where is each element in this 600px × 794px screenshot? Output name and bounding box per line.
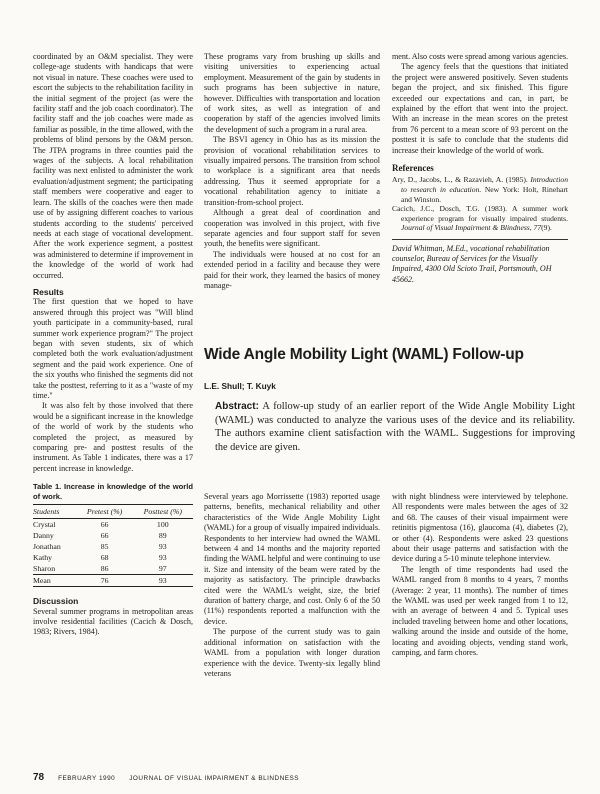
table-cell: 66 — [100, 520, 109, 530]
table-header: Students — [33, 505, 77, 519]
col2-paragraph: The individuals were housed at no cost for an extended period in a facility and because they were paid for their work, they learned the basics of money manage- — [204, 249, 380, 290]
knowledge-table — [33, 504, 193, 587]
table-cell: Sharon — [33, 564, 56, 574]
table-header: Posttest (%) — [133, 505, 193, 519]
references-heading: References — [392, 163, 434, 174]
col3-paragraph: The agency feels that the questions that initiated the project were answered positively. Seven students began the project, and six finished. This figure exceeded our expectations and can, in part, be explained by the effort that went into the project. With an increase in the mean scores on the pretest from 76 percent to a mean score of 93 percent on the posttest it is safe to conclude that the students did increase their knowledge of the world of work. — [392, 62, 568, 155]
reference-entry — [392, 204, 568, 233]
page-number: 78 — [33, 772, 45, 783]
table-cell: Danny — [33, 531, 54, 541]
article-authors: L.E. Shull; T. Kuyk — [204, 381, 276, 391]
table-cell: 93 — [158, 553, 167, 563]
table-row — [33, 530, 193, 541]
table-cell: Crystal — [33, 520, 56, 530]
reference-text: (9). — [541, 223, 552, 233]
table-cell: 85 — [100, 542, 109, 552]
article-title: Wide Angle Mobility Light (WAML) Follow-up — [204, 346, 524, 363]
col1-paragraph: coordinated by an O&M specialist. They were college-age students with handicaps that were not visual in nature. These coaches were used to escort the subjects to the rehabilitation facility in the initial segment of the project (as were the facility staff and the job coach coordinator). The facility staff and the job coaches were made as familiar as possible, in the time allowed, with the problems of blind persons by the O&M person. The JTPA programs in three counties paid the wages of the subjects. A local rehabilitation facility was next enlisted to administer the work evaluation/adjustment segment; the participating staff members were cooperative and eager to learn. The skills of the coaches were then made use of by assigning different coaches to various students according to the students' perceived needs at each stage of vocational development. After the work experience segment, a posttest was administered to determine if improvement in the knowledge of the world of work had occurred. — [33, 52, 193, 280]
table-cell: Kathy — [33, 553, 53, 563]
abstract-label: Abstract: — [215, 401, 259, 412]
column-5 — [392, 492, 568, 659]
table-cell: Jonathan — [33, 542, 61, 552]
discussion-heading: Discussion — [33, 596, 79, 607]
journal-name: JOURNAL OF VISUAL IMPAIRMENT & BLINDNESS — [129, 775, 300, 782]
table-header: Pretest (%) — [77, 505, 133, 519]
page-footer — [33, 772, 573, 783]
table-row — [33, 541, 193, 552]
table-caption: Table 1. Increase in knowledge of the world of work. — [33, 482, 193, 501]
table-cell: 76 — [77, 575, 133, 587]
table-row — [33, 552, 193, 563]
table-mean-row — [33, 575, 193, 587]
col4-paragraph: Several years ago Morrissette (1983) reported usage patterns, benefits, mechanical reliability and other characteristics of the Wide Angle Mobility Light (WAML) for a group of visually impaired individuals. Respondents to her interview had owned the WAML between 4 and 14 months and the majority reported finding the WAML helpful and were continuing to use it. Size and intensity of the beam were rated by the majority as satisfactory. The principle drawbacks cited were the WAML's weight, size, the brief duration of battery charge, and cost. Only 6 of the 50 (11%) respondents reported a malfunction with the device. — [204, 492, 380, 626]
table-cell: 97 — [158, 564, 167, 574]
article-abstract — [215, 400, 575, 454]
reference-entry — [392, 175, 568, 204]
column-1 — [33, 52, 193, 638]
reference-title: Journal of Visual Impairment & Blindness, 77 — [401, 223, 542, 233]
col2-paragraph: These programs vary from brushing up skills and visiting universities to experiencing actual employment. Measurement of the gain by students in such programs has been subjective in nature, however. Difficulties with transportation and location of work sites, as well as integration of and cooperation by staff of the agencies involved limits the development of such a program in a rural area. — [204, 52, 380, 134]
column-2 — [204, 52, 380, 291]
table-cell: 86 — [100, 564, 109, 574]
table-cell: 68 — [100, 553, 109, 563]
table-cell: 100 — [156, 520, 169, 530]
table-cell: 89 — [158, 531, 167, 541]
results-paragraph: It was also felt by those involved that there would be a significant increase in the knowledge of the world of work by the students who completed the project, as measured by comparing pre- and posttest results of the instrument. As Table 1 indicates, there was a 17 percent increase in knowledge. — [33, 401, 193, 473]
issue-date: FEBRUARY 1990 — [58, 775, 116, 782]
column-3 — [392, 52, 568, 285]
abstract-text: A follow-up study of an earlier report of the Wide Angle Mobility Light (WAML) was conducted to analyze the various uses of the device and its reliability. The authors examine client satisfaction with the WAML. Suggestions for improving the device are given. — [215, 401, 575, 453]
col5-paragraph: The length of time respondents had used the WAML ranged from 8 months to 4 years, 7 months (Average: 2 year, 11 months). The number of times the WAML was used per week ranged from 1 to 12, with an average of between 4 and 5. Typical uses included traveling between home and other locations, walking around the inside and outside of the home, locating and avoiding objects, vending stand work, camping, and farm chores. — [392, 564, 568, 658]
reference-text: Cacich, J.C., Dosch, T.G. (1983). A summer work experience program for visually impaired students. — [392, 204, 568, 223]
table-cell: 93 — [133, 575, 193, 587]
col2-paragraph: Although a great deal of coordination and cooperation was involved in this project, with five separate agencies and four support staff for seven youth, the benefits were significant. — [204, 208, 380, 249]
reference-text: New York: Holt, Rinehart and Winston. — [401, 185, 568, 204]
author-signature: David Whitman, M.Ed., vocational rehabilitation counselor, Bureau of Services for the Visually Impaired, 4300 Old Scioto Trail, Portsmouth, OH 45662. — [392, 239, 568, 285]
col2-paragraph: The BSVI agency in Ohio has as its mission the provision of vocational rehabilitation services to visually impaired persons. The transition from school to workplace is a significant area that needs addressing. Thus it seemed appropriate for a vocational rehabilitation agency to initiate a transition-from-school project. — [204, 135, 380, 207]
table-row — [33, 563, 193, 575]
discussion-paragraph: Several summer programs in metropolitan areas involve residential facilities (Cacich & Dosch, 1983; Rivers, 1984). — [33, 606, 193, 637]
results-paragraph: The first question that we hoped to have answered through this project was "Will blind youth participate in a community-based, rural summer work experience program?" The project began with seven students, six of which completed both the work evaluation/adjustment segment and the paid work experience. One of the six youths who finished the segments did not take the posttest, referring to it as a "waste of my time." — [33, 297, 193, 400]
table-cell: 66 — [100, 531, 109, 541]
table-row — [33, 519, 193, 531]
col5-paragraph: with night blindness were interviewed by telephone. All respondents were males between the ages of 32 and 68. The causes of their visual impairment were retinitis pigmentosa (16), glaucoma (4), diabetes (2), or other (4). Respondents were asked 23 questions about their usage patterns and satisfaction with the device during a 5-10 minute telephone interview. — [392, 492, 568, 564]
table-cell: 93 — [158, 542, 167, 552]
reference-text: Ary, D., Jacobs, L., & Razavieh, A. (1985). — [392, 175, 531, 185]
table-cell: Mean — [33, 575, 77, 587]
results-heading: Results — [33, 286, 64, 297]
reference-title: Introduction to research in education. — [401, 175, 568, 195]
col4-paragraph: The purpose of the current study was to gain additional information on satisfaction with the WAML from a population with longer duration experience with the device. Twenty-six legally blind veterans — [204, 627, 380, 678]
column-4 — [204, 492, 380, 679]
col3-paragraph: ment. Also costs were spread among various agencies. — [392, 52, 568, 61]
